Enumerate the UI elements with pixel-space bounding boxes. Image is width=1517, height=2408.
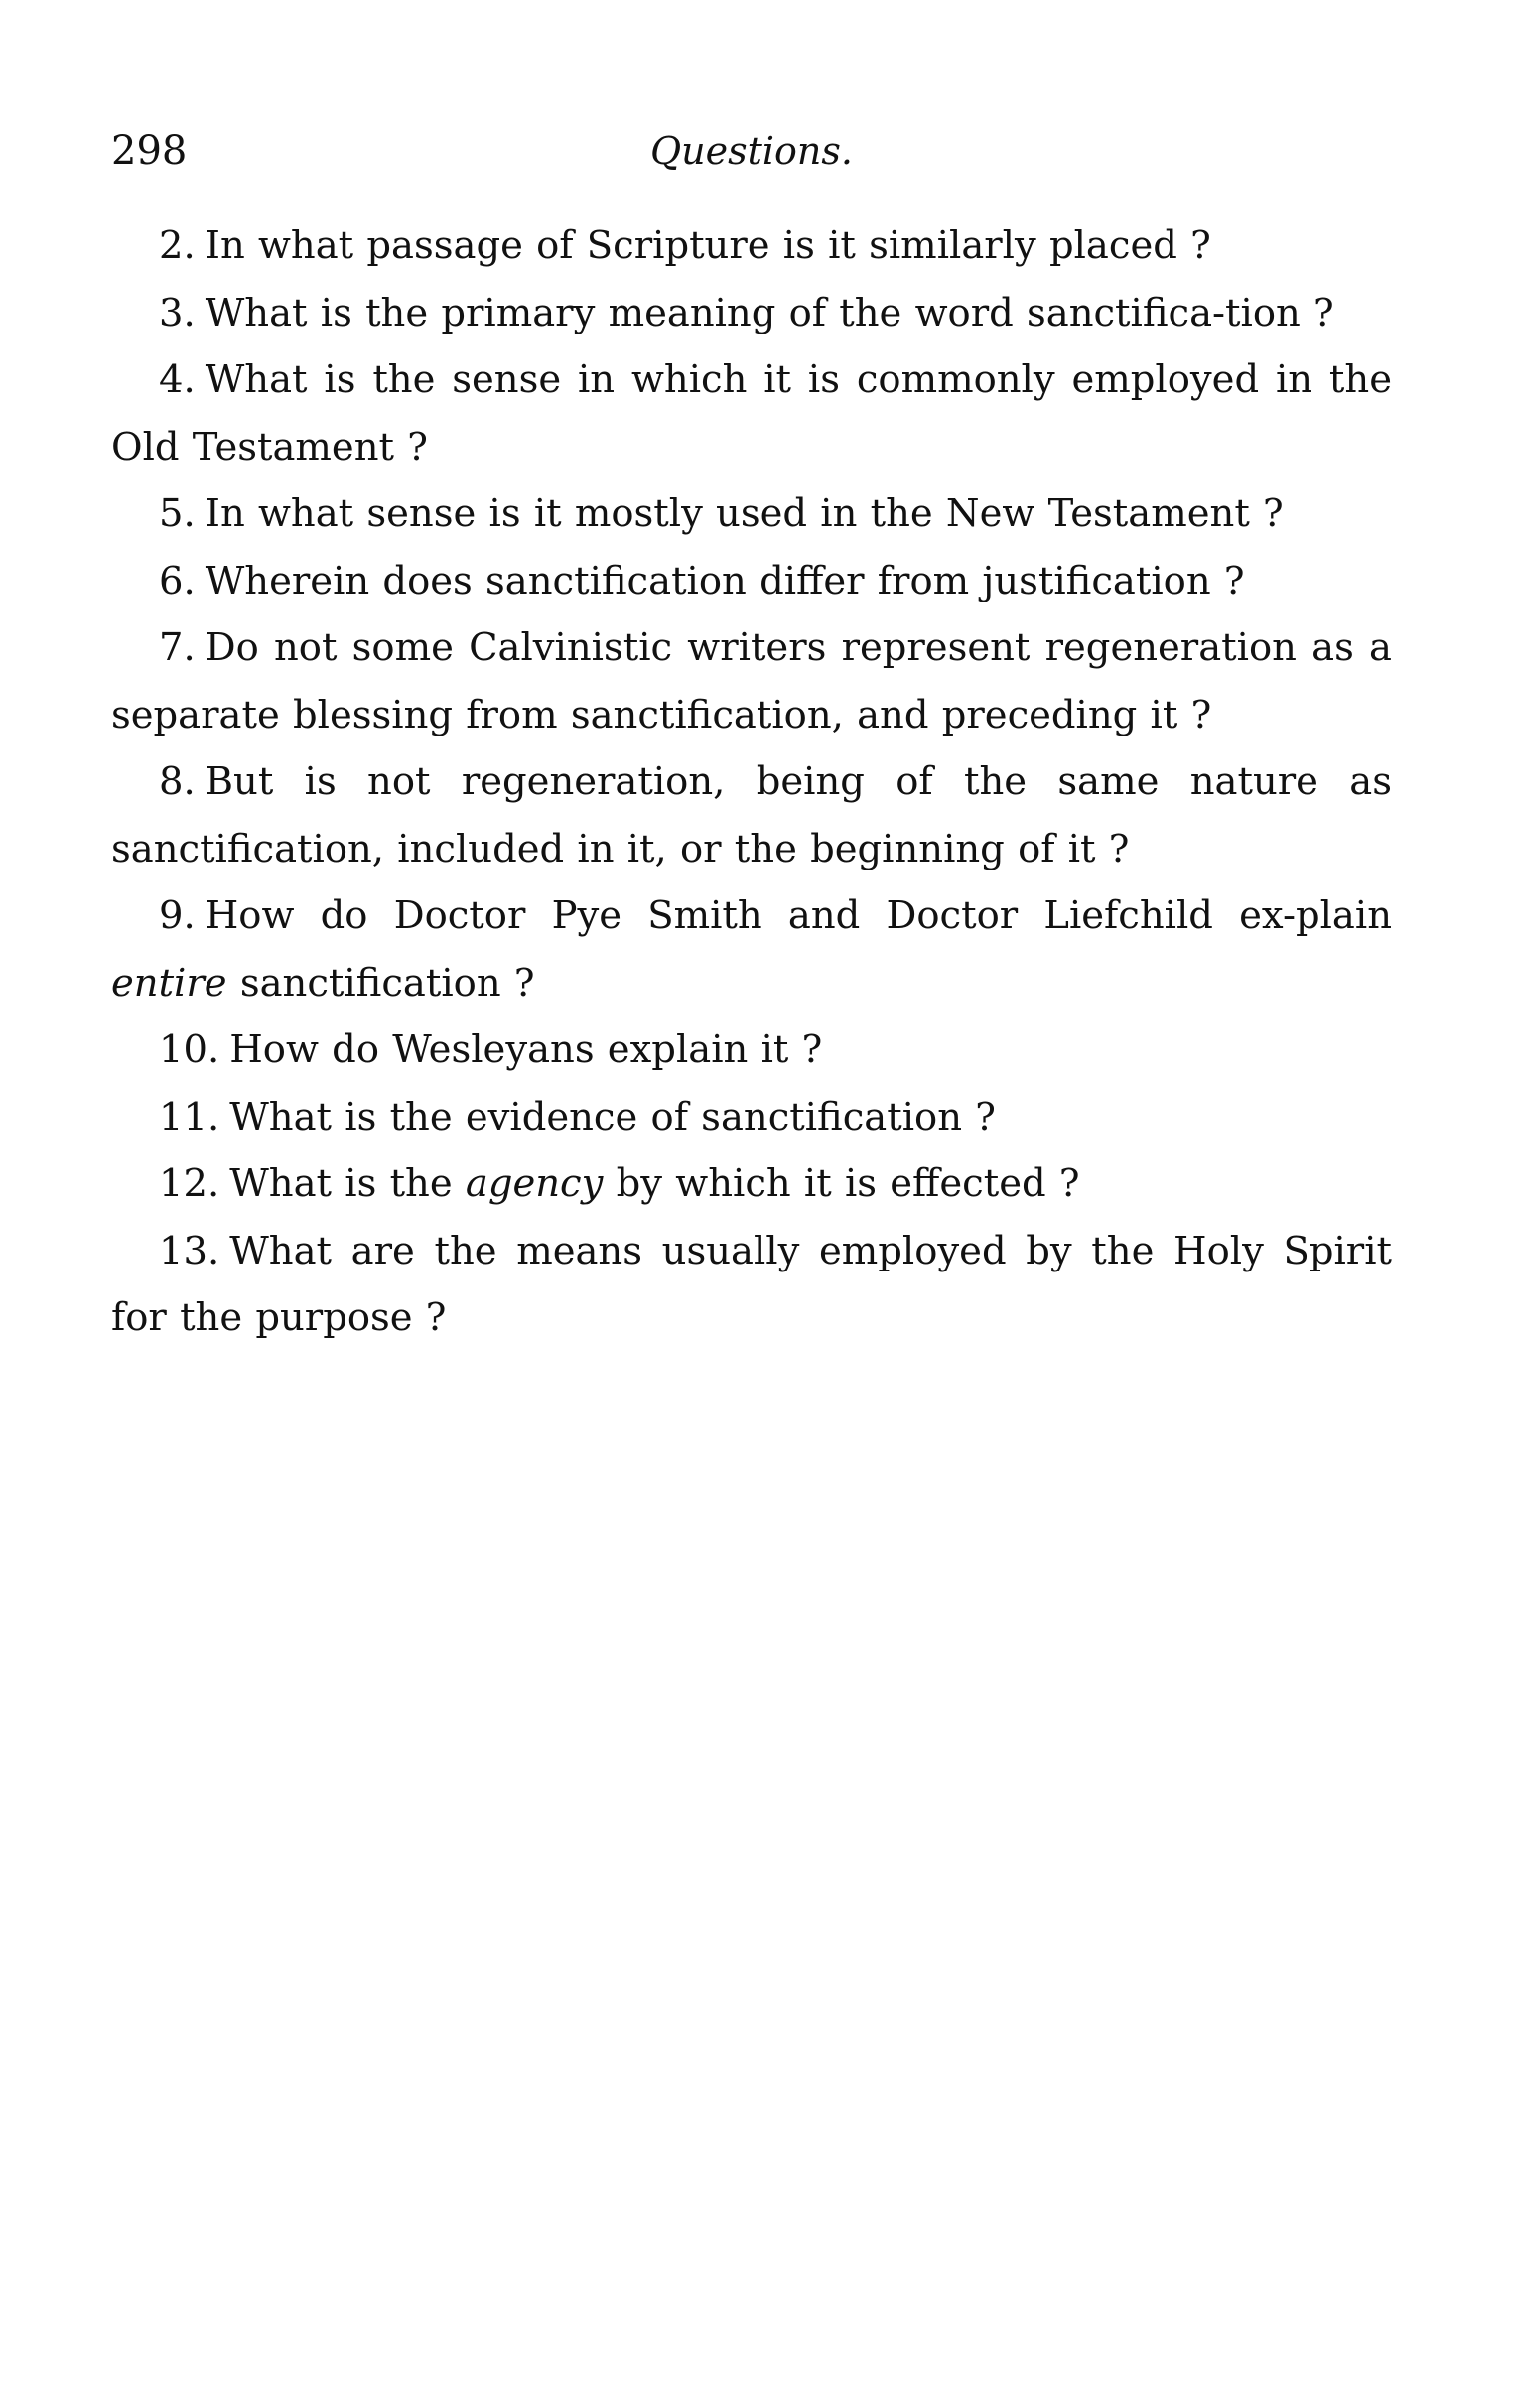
running-head xyxy=(111,121,1392,181)
question-text: What is the primary meaning of the word sanctifica-tion ? xyxy=(205,290,1334,335)
question-8 xyxy=(111,748,1392,882)
question-number: 5. xyxy=(159,491,196,536)
question-10 xyxy=(111,1016,1392,1084)
question-text: What is the sense in which it is commonly employed in the Old Testament ? xyxy=(111,357,1392,469)
question-text: In what sense is it mostly used in the New Testament ? xyxy=(205,491,1284,536)
question-number: 11. xyxy=(159,1094,220,1139)
question-3 xyxy=(111,280,1392,347)
question-number: 2. xyxy=(159,223,196,268)
question-11 xyxy=(111,1084,1392,1151)
question-number: 12. xyxy=(159,1161,220,1206)
question-number: 4. xyxy=(159,357,196,402)
question-text: What are the means usually employed by the Holy Spirit for the purpose ? xyxy=(111,1228,1392,1340)
question-number: 10. xyxy=(159,1027,220,1072)
question-number: 9. xyxy=(159,893,196,938)
question-emphasis: entire xyxy=(111,960,227,1005)
question-number: 7. xyxy=(159,625,196,670)
question-12 xyxy=(111,1150,1392,1218)
question-text: by which it is effected ? xyxy=(616,1161,1080,1206)
question-2 xyxy=(111,212,1392,280)
question-number: 8. xyxy=(159,759,196,804)
question-emphasis: agency xyxy=(465,1161,604,1206)
question-13 xyxy=(111,1218,1392,1352)
question-number: 3. xyxy=(159,290,196,335)
page-number: 298 xyxy=(111,128,188,174)
question-7 xyxy=(111,614,1392,748)
question-text: How do Wesleyans explain it ? xyxy=(229,1027,823,1072)
question-list xyxy=(111,212,1392,1352)
question-text: How do Doctor Pye Smith and Doctor Liefchild ex-plain xyxy=(205,893,1392,938)
question-text: In what passage of Scripture is it similarly placed ? xyxy=(205,223,1211,268)
question-text: Wherein does sanctification differ from justification ? xyxy=(205,558,1245,603)
question-text: What is the xyxy=(229,1161,453,1206)
question-text: Do not some Calvinistic writers represent regeneration as a separate blessing from sanctification, and preceding it ? xyxy=(111,625,1392,737)
question-number: 13. xyxy=(159,1228,220,1273)
question-number: 6. xyxy=(159,558,196,603)
question-4 xyxy=(111,346,1392,480)
question-text: sanctification ? xyxy=(239,960,535,1005)
question-text: But is not regeneration, being of the same nature as sanctification, included in it, or the beginning of it ? xyxy=(111,759,1392,871)
question-9 xyxy=(111,882,1392,1016)
question-6 xyxy=(111,548,1392,615)
running-title: Questions. xyxy=(650,129,853,173)
question-text: What is the evidence of sanctification ? xyxy=(229,1094,996,1139)
question-5 xyxy=(111,480,1392,548)
